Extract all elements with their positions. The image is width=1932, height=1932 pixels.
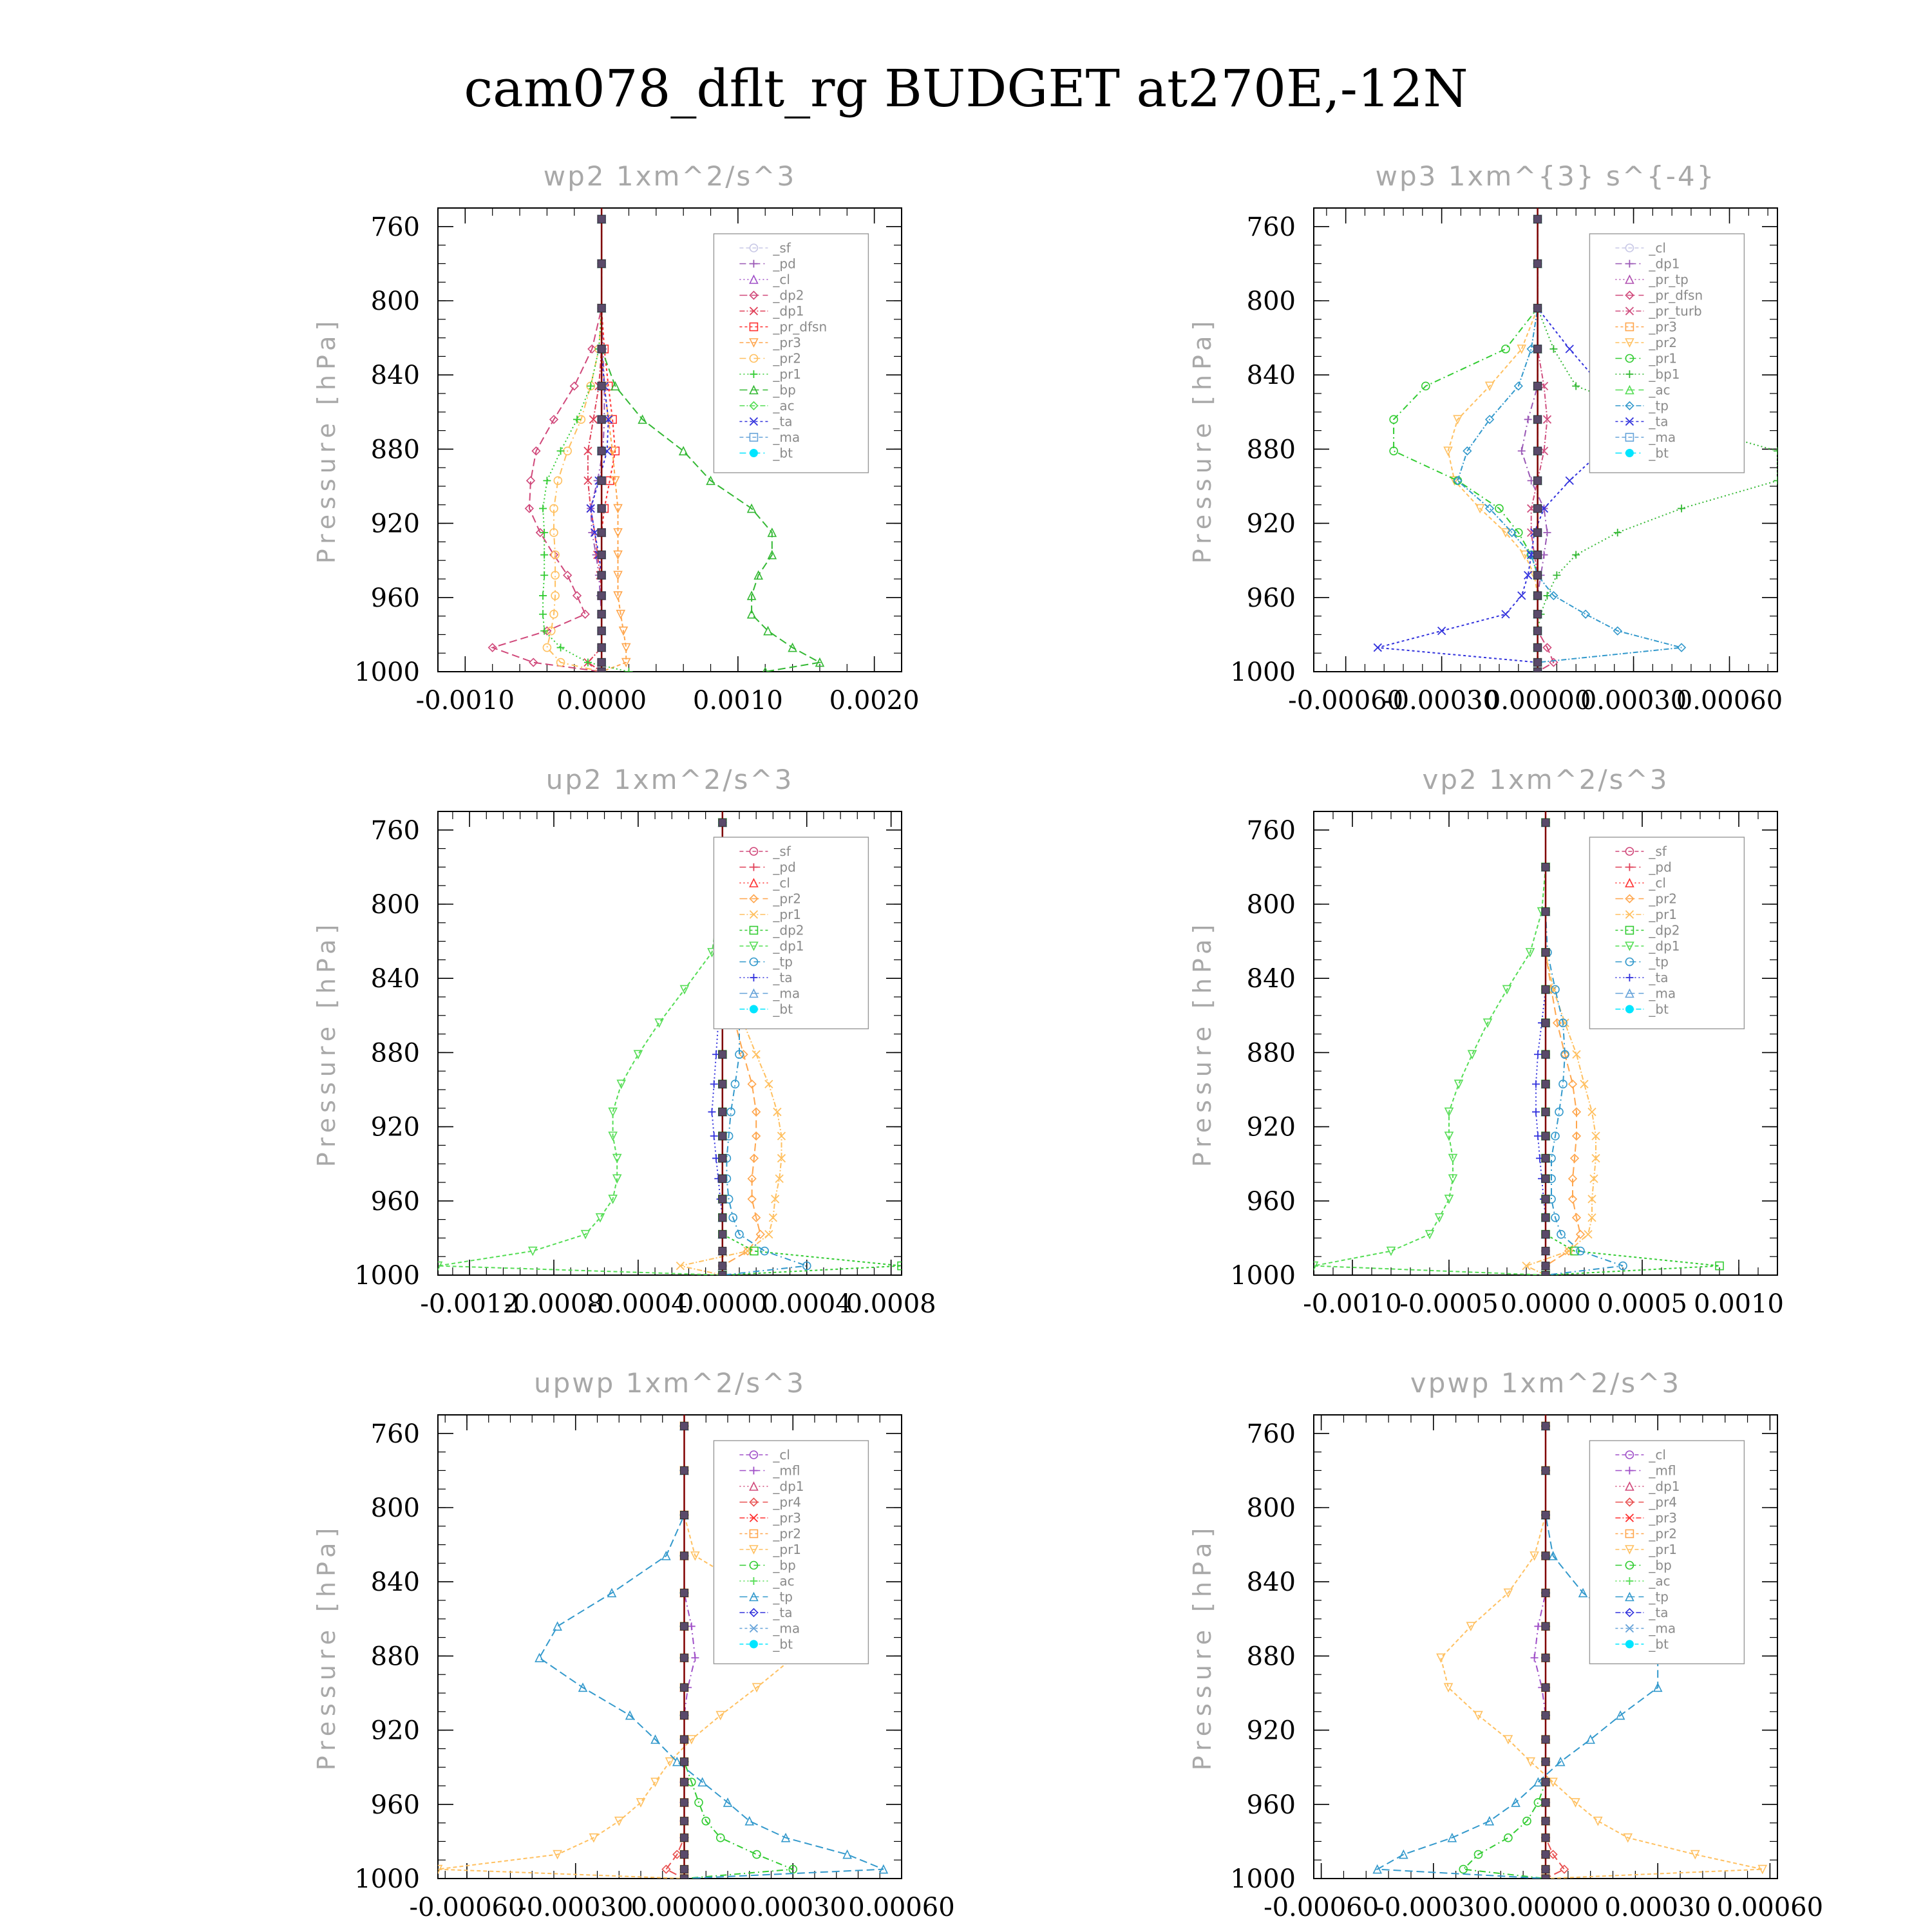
- legend-label: _pr1: [773, 1542, 802, 1557]
- zero-point: [598, 571, 605, 579]
- y-tick-label: 1000: [354, 658, 420, 687]
- y-tick-label: 880: [1246, 435, 1296, 465]
- x-tick-label: -0.0008: [504, 1289, 603, 1319]
- zero-point: [598, 477, 605, 484]
- zero-point: [1534, 592, 1542, 600]
- y-tick-label: 960: [1246, 1790, 1296, 1820]
- legend-marker: [750, 1640, 757, 1648]
- legend-label: _pr_turb: [1649, 303, 1702, 319]
- legend-label: _ma: [1649, 1620, 1676, 1636]
- y-axis-label: Pressure [hPa]: [312, 919, 341, 1168]
- y-tick-label: 960: [370, 1790, 420, 1820]
- subplot-title: vpwp 1xm^2/s^3: [1410, 1367, 1681, 1399]
- zero-point: [598, 644, 605, 652]
- zero-point: [598, 260, 605, 267]
- zero-point: [1534, 551, 1542, 559]
- y-tick-label: 800: [370, 1493, 420, 1523]
- legend-label: _ta: [773, 1605, 793, 1620]
- x-tick-label: 0.0000: [1501, 1289, 1591, 1319]
- y-tick-label: 800: [370, 890, 420, 920]
- legend-label: _dp1: [773, 303, 804, 319]
- legend-label: _pr1: [1649, 350, 1678, 366]
- x-tick-label: 0.00060: [1716, 1893, 1824, 1922]
- legend-label: _pr2: [773, 1526, 802, 1542]
- zero-point: [681, 1712, 688, 1719]
- legend-label: _dp1: [1649, 256, 1680, 272]
- zero-point: [719, 1195, 726, 1203]
- zero-point: [681, 1511, 688, 1519]
- legend-label: _tp: [1649, 398, 1669, 413]
- zero-point: [681, 1799, 688, 1806]
- y-tick-label: 920: [370, 1716, 420, 1746]
- zero-point: [1542, 1589, 1549, 1596]
- y-tick-label: 920: [1246, 1716, 1296, 1746]
- y-tick-label: 1000: [354, 1261, 420, 1291]
- zero-point: [1542, 1262, 1549, 1270]
- zero-point: [1542, 1132, 1549, 1140]
- x-tick-label: 0.0005: [1597, 1289, 1687, 1319]
- subplot-title: wp2 1xm^2/s^3: [543, 160, 797, 192]
- zero-point: [598, 505, 605, 513]
- zero-point: [719, 1132, 726, 1140]
- x-tick-label: -0.0010: [415, 686, 515, 715]
- subplot-title: upwp 1xm^2/s^3: [534, 1367, 806, 1399]
- x-tick-label: 0.0010: [692, 686, 783, 715]
- zero-point: [1542, 1422, 1549, 1430]
- zero-point: [1542, 1552, 1549, 1560]
- y-tick-label: 880: [370, 435, 420, 465]
- y-axis-label: Pressure [hPa]: [1188, 919, 1217, 1168]
- legend-label: _ma: [773, 1620, 800, 1636]
- zero-point: [1534, 415, 1542, 423]
- zero-point: [1542, 1736, 1549, 1743]
- zero-point: [1534, 447, 1542, 455]
- zero-point: [719, 1175, 726, 1182]
- zero-point: [598, 345, 605, 353]
- legend-label: _pr4: [1649, 1494, 1678, 1510]
- zero-point: [1542, 1214, 1549, 1222]
- zero-point: [1542, 1622, 1549, 1630]
- y-tick-label: 920: [370, 509, 420, 539]
- legend-label: _dp1: [1649, 938, 1680, 954]
- y-tick-label: 1000: [1230, 658, 1296, 687]
- x-tick-label: -0.0004: [589, 1289, 688, 1319]
- y-tick-label: 880: [370, 1642, 420, 1672]
- legend: [1589, 234, 1744, 473]
- x-tick-label: 0.0004: [761, 1289, 852, 1319]
- zero-point: [1542, 1247, 1549, 1255]
- legend-label: _sf: [773, 844, 791, 859]
- legend-label: _ma: [773, 985, 800, 1001]
- zero-point: [719, 1262, 726, 1270]
- subplot-title: up2 1xm^2/s^3: [545, 764, 794, 795]
- zero-point: [1542, 1050, 1549, 1058]
- legend-label: _pr1: [1649, 1542, 1678, 1557]
- legend-label: _pr3: [773, 1510, 802, 1526]
- zero-point: [1542, 1817, 1549, 1825]
- legend-label: _mfl: [1649, 1463, 1676, 1479]
- x-tick-label: -0.00030: [518, 1893, 634, 1922]
- legend-label: _dp1: [773, 938, 804, 954]
- y-tick-label: 880: [1246, 1038, 1296, 1068]
- y-tick-label: 760: [1246, 212, 1296, 242]
- zero-point: [681, 1851, 688, 1859]
- x-tick-label: 0.00030: [1580, 686, 1687, 715]
- legend-label: _ma: [1649, 430, 1676, 445]
- figure-title: cam078_dflt_rg BUDGET at270E,-12N: [464, 59, 1468, 118]
- x-tick-label: 0.00000: [630, 1893, 738, 1922]
- zero-point: [1534, 611, 1542, 618]
- legend-label: _pr_dfsn: [773, 319, 828, 335]
- y-tick-label: 960: [370, 583, 420, 613]
- legend-label: _pr3: [1649, 319, 1678, 335]
- legend-label: _tp: [1649, 1589, 1669, 1605]
- legend-label: _pr2: [1649, 335, 1678, 350]
- legend-label: _bt: [773, 1001, 793, 1017]
- legend: [714, 1441, 868, 1664]
- zero-point: [598, 447, 605, 455]
- legend-label: _pr_dfsn: [1649, 287, 1703, 303]
- y-tick-label: 960: [1246, 583, 1296, 613]
- x-tick-label: 0.00060: [1676, 686, 1783, 715]
- x-tick-label: 0.00030: [739, 1893, 846, 1922]
- zero-point: [719, 1231, 726, 1238]
- x-tick-label: -0.00060: [409, 1893, 525, 1922]
- legend-label: _bt: [1649, 1636, 1669, 1652]
- zero-point: [1542, 1175, 1549, 1182]
- y-tick-label: 840: [370, 361, 420, 391]
- legend-label: _tp: [773, 1589, 793, 1605]
- y-tick-label: 840: [1246, 361, 1296, 391]
- zero-point: [1534, 644, 1542, 652]
- legend: [1589, 1441, 1744, 1664]
- zero-point: [1534, 627, 1542, 635]
- y-tick-label: 840: [1246, 964, 1296, 994]
- legend-label: _bp1: [1649, 366, 1680, 382]
- zero-point: [598, 611, 605, 618]
- zero-point: [681, 1834, 688, 1842]
- legend-label: _sf: [773, 240, 791, 256]
- zero-point: [1542, 1758, 1549, 1766]
- zero-point: [719, 1050, 726, 1058]
- x-tick-label: 0.0008: [846, 1289, 936, 1319]
- zero-point: [1542, 819, 1549, 826]
- subplot-title: vp2 1xm^2/s^3: [1422, 764, 1669, 795]
- x-tick-label: 0.0010: [1694, 1289, 1784, 1319]
- legend-label: _pr2: [773, 350, 802, 366]
- zero-point: [681, 1654, 688, 1662]
- zero-point: [1534, 305, 1542, 312]
- x-tick-label: -0.0012: [420, 1289, 519, 1319]
- legend-label: _ta: [1649, 970, 1669, 985]
- x-tick-label: 0.00000: [1484, 686, 1591, 715]
- legend-label: _cl: [1649, 240, 1666, 256]
- y-tick-label: 800: [1246, 890, 1296, 920]
- zero-point: [681, 1817, 688, 1825]
- zero-point: [1542, 1866, 1549, 1873]
- zero-point: [1542, 908, 1549, 916]
- x-tick-label: 0.0000: [677, 1289, 768, 1319]
- legend-label: _pd: [773, 256, 796, 272]
- zero-point: [598, 592, 605, 600]
- x-tick-label: -0.00030: [1376, 1893, 1492, 1922]
- zero-point: [719, 1247, 726, 1255]
- legend-label: _sf: [1649, 844, 1667, 859]
- zero-point: [598, 305, 605, 312]
- legend-label: _ta: [1649, 1605, 1669, 1620]
- y-tick-label: 920: [1246, 1112, 1296, 1142]
- legend-label: _bp: [773, 1557, 796, 1573]
- zero-point: [1542, 1019, 1549, 1027]
- zero-point: [681, 1866, 688, 1873]
- y-tick-label: 760: [370, 1419, 420, 1449]
- zero-point: [681, 1552, 688, 1560]
- y-tick-label: 840: [370, 1567, 420, 1598]
- zero-point: [1534, 215, 1542, 223]
- zero-point: [1542, 1851, 1549, 1859]
- legend-label: _pd: [1649, 859, 1672, 875]
- x-tick-label: 0.0020: [829, 686, 920, 715]
- legend-label: _tp: [1649, 954, 1669, 970]
- legend-marker: [1625, 450, 1633, 457]
- legend-label: _dp2: [1649, 922, 1680, 938]
- zero-point: [598, 551, 605, 559]
- y-tick-label: 920: [370, 1112, 420, 1142]
- zero-point: [1534, 260, 1542, 267]
- zero-point: [598, 415, 605, 423]
- zero-point: [681, 1466, 688, 1474]
- zero-point: [681, 1422, 688, 1430]
- legend-label: _ac: [1649, 382, 1671, 398]
- zero-point: [1542, 1712, 1549, 1719]
- y-tick-label: 760: [370, 212, 420, 242]
- legend-label: _ta: [773, 970, 793, 985]
- legend-label: _pr_tp: [1649, 272, 1689, 287]
- y-tick-label: 840: [370, 964, 420, 994]
- y-axis-label: Pressure [hPa]: [312, 1522, 341, 1771]
- legend-label: _cl: [773, 1447, 790, 1463]
- zero-point: [1542, 1654, 1549, 1662]
- zero-point: [719, 819, 726, 826]
- legend-label: _pr1: [1649, 907, 1678, 922]
- legend-label: _bt: [773, 1636, 793, 1652]
- legend-label: _dp2: [773, 287, 804, 303]
- legend-label: _pr4: [773, 1494, 802, 1510]
- zero-point: [681, 1736, 688, 1743]
- legend-label: _cl: [773, 875, 790, 891]
- zero-point: [1542, 1683, 1549, 1691]
- legend-label: _dp1: [1649, 1479, 1680, 1494]
- y-tick-label: 800: [1246, 1493, 1296, 1523]
- y-axis-label: Pressure [hPa]: [312, 316, 341, 564]
- zero-point: [598, 382, 605, 390]
- x-tick-label: -0.0005: [1399, 1289, 1499, 1319]
- zero-point: [1542, 1834, 1549, 1842]
- zero-point: [598, 529, 605, 536]
- zero-point: [681, 1622, 688, 1630]
- x-tick-label: -0.00060: [1288, 686, 1404, 715]
- legend-label: _dp1: [773, 1479, 804, 1494]
- y-axis-label: Pressure [hPa]: [1188, 316, 1217, 564]
- legend-label: _ta: [1649, 413, 1669, 430]
- zero-point: [1542, 1511, 1549, 1519]
- x-tick-label: 0.00030: [1604, 1893, 1711, 1922]
- legend-label: _ac: [773, 1573, 795, 1589]
- zero-point: [1542, 1799, 1549, 1806]
- legend-marker: [750, 1005, 757, 1013]
- legend-label: _pd: [773, 859, 796, 875]
- legend-label: _ma: [773, 430, 800, 445]
- y-tick-label: 760: [1246, 1419, 1296, 1449]
- zero-point: [719, 1108, 726, 1116]
- zero-point: [1534, 477, 1542, 484]
- y-tick-label: 1000: [1230, 1261, 1296, 1291]
- y-tick-label: 920: [1246, 509, 1296, 539]
- legend-label: _bp: [773, 382, 796, 398]
- y-tick-label: 840: [1246, 1567, 1296, 1598]
- subplot-title: wp3 1xm^{3} s^{-4}: [1375, 160, 1716, 192]
- y-tick-label: 760: [370, 815, 420, 846]
- legend-label: _pr3: [773, 335, 802, 350]
- legend-label: _pr1: [773, 907, 802, 922]
- legend: [714, 837, 868, 1029]
- legend-marker: [1625, 1640, 1633, 1648]
- x-tick-label: -0.0010: [1303, 1289, 1402, 1319]
- legend-label: _pr2: [773, 891, 802, 907]
- legend-label: _bp: [1649, 1557, 1672, 1573]
- legend: [714, 234, 868, 473]
- legend-label: _bt: [1649, 445, 1669, 461]
- legend-label: _cl: [1649, 875, 1666, 891]
- zero-point: [1542, 1080, 1549, 1088]
- zero-point: [598, 215, 605, 223]
- x-tick-label: 0.00060: [848, 1893, 955, 1922]
- zero-point: [1542, 1195, 1549, 1203]
- legend-label: _cl: [1649, 1447, 1666, 1463]
- legend-label: _bt: [773, 445, 793, 461]
- y-tick-label: 880: [370, 1038, 420, 1068]
- x-tick-label: 0.0000: [556, 686, 647, 715]
- legend-label: _pr2: [1649, 1526, 1678, 1542]
- zero-point: [1542, 1231, 1549, 1238]
- zero-point: [1542, 1466, 1549, 1474]
- legend-label: _bt: [1649, 1001, 1669, 1017]
- legend-marker: [1625, 1005, 1633, 1013]
- zero-point: [598, 659, 605, 667]
- y-tick-label: 1000: [1230, 1864, 1296, 1894]
- zero-point: [1542, 1778, 1549, 1786]
- y-axis-label: Pressure [hPa]: [1188, 1522, 1217, 1771]
- zero-point: [1534, 345, 1542, 353]
- legend-label: _pr3: [1649, 1510, 1678, 1526]
- y-tick-label: 800: [1246, 287, 1296, 316]
- legend-label: _ta: [773, 413, 793, 430]
- zero-point: [681, 1758, 688, 1766]
- legend-label: _mfl: [773, 1463, 800, 1479]
- legend-label: _tp: [773, 954, 793, 970]
- zero-point: [719, 1080, 726, 1088]
- legend-label: _dp2: [773, 922, 804, 938]
- zero-point: [681, 1683, 688, 1691]
- legend-label: _ma: [1649, 985, 1676, 1001]
- zero-point: [1542, 985, 1549, 993]
- legend-marker: [750, 450, 757, 457]
- zero-point: [681, 1589, 688, 1596]
- y-tick-label: 800: [370, 287, 420, 316]
- x-tick-label: 0.00000: [1492, 1893, 1599, 1922]
- legend-label: _pr1: [773, 366, 802, 382]
- zero-point: [1534, 571, 1542, 579]
- zero-point: [1534, 505, 1542, 513]
- legend-label: _cl: [773, 272, 790, 287]
- zero-point: [1534, 529, 1542, 536]
- legend-label: _ac: [1649, 1573, 1671, 1589]
- y-tick-label: 1000: [354, 1864, 420, 1894]
- zero-point: [1542, 1108, 1549, 1116]
- zero-point: [681, 1778, 688, 1786]
- zero-point: [1534, 659, 1542, 667]
- zero-point: [1534, 382, 1542, 390]
- zero-point: [1542, 863, 1549, 871]
- zero-point: [598, 627, 605, 635]
- y-tick-label: 880: [1246, 1642, 1296, 1672]
- zero-point: [1542, 949, 1549, 956]
- x-tick-label: -0.00030: [1384, 686, 1500, 715]
- y-tick-label: 960: [370, 1186, 420, 1217]
- zero-point: [1542, 1155, 1549, 1162]
- y-tick-label: 960: [1246, 1186, 1296, 1217]
- legend-label: _ac: [773, 398, 795, 413]
- x-tick-label: -0.00060: [1264, 1893, 1379, 1922]
- zero-point: [719, 1155, 726, 1162]
- y-tick-label: 760: [1246, 815, 1296, 846]
- legend-label: _pr2: [1649, 891, 1678, 907]
- legend: [1589, 837, 1744, 1029]
- zero-point: [719, 1214, 726, 1222]
